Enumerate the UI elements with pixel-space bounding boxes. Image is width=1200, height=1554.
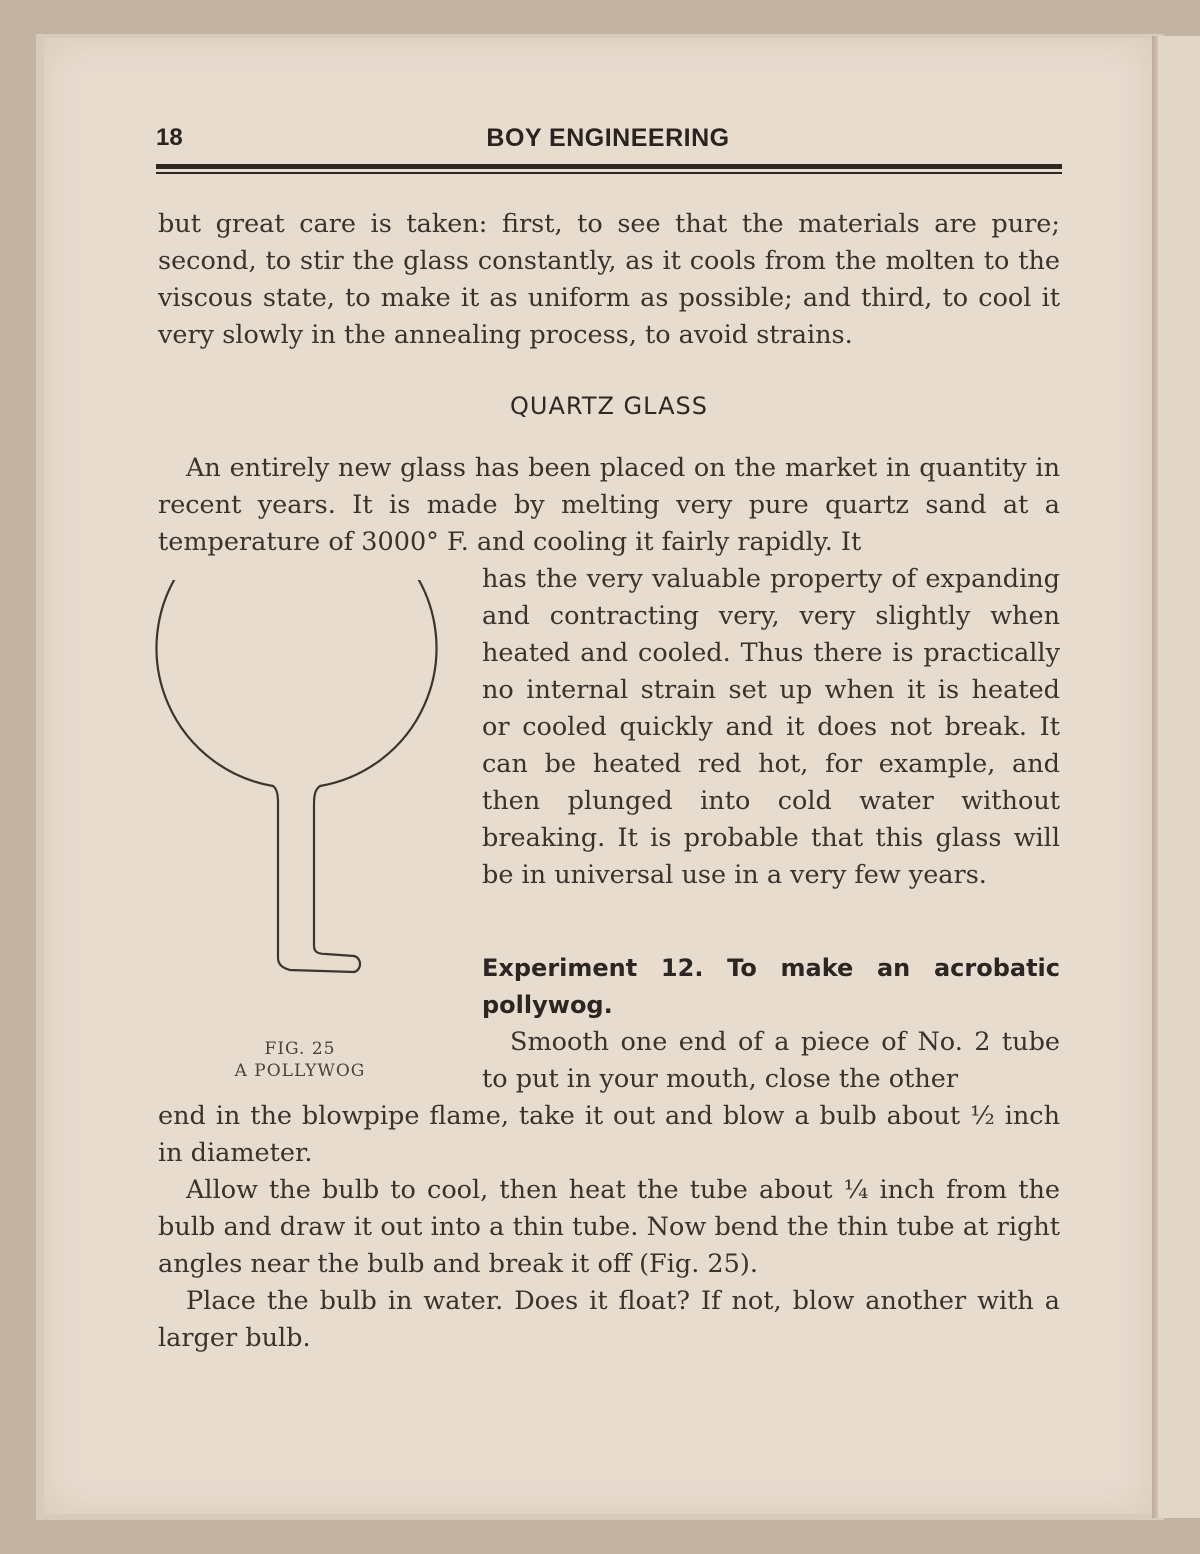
experiment-text-side: Smooth one end of a piece of No. 2 tube to put in your mouth, close the other bbox=[482, 1027, 1060, 1094]
intro-text: but great care is taken: first, to see that the materials are pure; second, to stir the glass constantly, as it cools from the molten to the viscous state, to make it as uniform as possible; and third, to cool it very slowly in the annealing process, to avoid strains. bbox=[158, 209, 1060, 350]
pollywog-figure bbox=[150, 580, 450, 1040]
experiment-paragraph-side bbox=[482, 1024, 1060, 1098]
intro-paragraph bbox=[158, 206, 1060, 354]
experiment-text-para3: Place the bulb in water. Does it float? If not, blow another with a larger bulb. bbox=[158, 1286, 1060, 1353]
pollywog-bulb-icon bbox=[150, 580, 450, 1040]
quartz-text-top: An entirely new glass has been placed on the market in quantity in recent years. It is made by melting very pure quartz sand at a temperature of 3000° F. and cooling it fairly rapidly. It bbox=[158, 453, 1060, 557]
quartz-paragraph-side bbox=[482, 561, 1060, 894]
experiment-title: Experiment 12. To make an acrobatic pollywog. bbox=[482, 954, 1060, 1019]
experiment-text-continued: end in the blowpipe flame, take it out and blow a bulb about ½ inch in diameter. bbox=[158, 1101, 1060, 1168]
header-rule-thick bbox=[156, 164, 1062, 169]
experiment-paragraphs bbox=[158, 1098, 1060, 1357]
quartz-paragraph-top bbox=[158, 450, 1060, 561]
section-heading: QUARTZ GLASS bbox=[510, 392, 708, 420]
running-title: BOY ENGINEERING bbox=[486, 124, 730, 152]
facing-page-edge bbox=[1158, 36, 1200, 1518]
page-number: 18 bbox=[156, 124, 183, 151]
page-header bbox=[156, 124, 1060, 158]
header-rule-thin bbox=[156, 172, 1062, 174]
figure-caption: A POLLYWOG bbox=[234, 1061, 366, 1081]
quartz-text-side: has the very valuable property of expanding and contracting very, very slightly when heated and cooled. Thus there is practically no internal strain set up when it is heated or cooled quickly and it does not break. It can be heated red hot, for example, and then plunged into cold water without breaking. It is probable that this glass will be in universal use in a very few years. bbox=[482, 564, 1060, 890]
figure-number: FIG. 25 bbox=[264, 1039, 336, 1059]
experiment-text-para2: Allow the bulb to cool, then heat the tube about ¼ inch from the bulb and draw it out into a thin tube. Now bend the thin tube at right angles near the bulb and break it off (Fig. 25). bbox=[158, 1175, 1060, 1279]
